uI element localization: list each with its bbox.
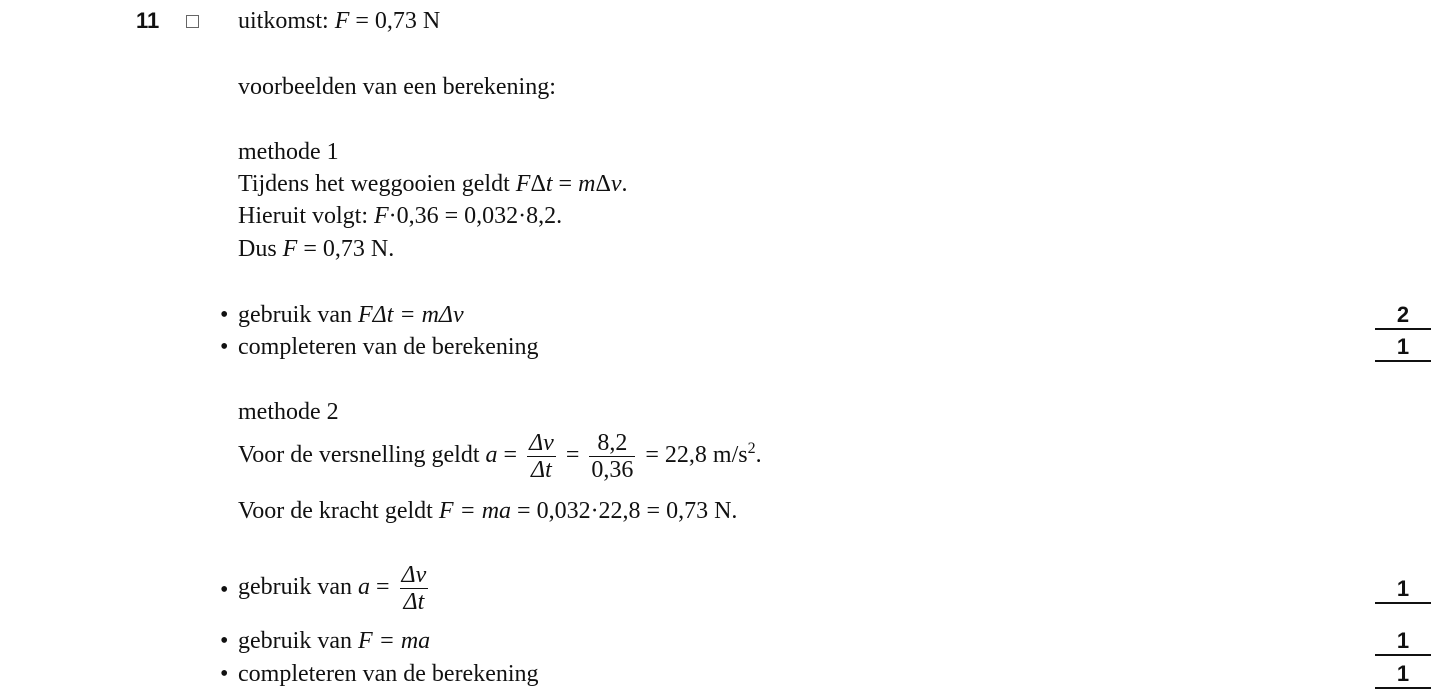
method2-line1 xyxy=(238,430,762,483)
method1-line3-var: F xyxy=(282,236,298,262)
criterion-m1-2: completeren van de berekening xyxy=(238,334,539,360)
method2-title: methode 2 xyxy=(238,399,339,425)
fraction-denominator: Δt xyxy=(403,589,425,615)
criterion-m2-1 xyxy=(238,562,432,615)
method1-line2-var: F xyxy=(373,203,389,229)
bullet: • xyxy=(220,628,229,654)
method2-line2 xyxy=(238,496,737,526)
criterion-label: gebruik van xyxy=(238,574,352,601)
score-m1-1: 2 xyxy=(1375,302,1431,330)
intro-text: voorbeelden van een berekening: xyxy=(238,74,556,100)
answer-label: uitkomst: xyxy=(238,8,329,34)
answer-variable: F xyxy=(334,8,350,34)
method2-line2-formula: F = ma xyxy=(438,498,512,524)
method1-line1-var-t: t xyxy=(545,171,553,197)
method1-line3-value: = 0,73 N. xyxy=(303,236,395,262)
criterion-m2-3: completeren van de berekening xyxy=(238,661,539,687)
fraction-numerator: Δv xyxy=(401,562,427,588)
method1-line1 xyxy=(238,169,628,199)
answer-line xyxy=(238,6,440,36)
method1-line1-delta: Δ xyxy=(530,171,546,197)
criterion-m1-1 xyxy=(238,300,464,330)
criterion-formula: F = ma xyxy=(357,628,431,654)
method1-line1-text: Tijdens het weggooien geldt xyxy=(238,171,510,197)
method1-line2-calc: ·0,36 = 0,032·8,2. xyxy=(388,203,563,229)
method2-line1-sup: 2 xyxy=(747,440,756,458)
method1-line1-var-f: F xyxy=(515,171,531,197)
method2-line1-eq: = xyxy=(503,442,518,469)
criterion-label: gebruik van xyxy=(238,302,352,328)
score-m2-2: 1 xyxy=(1375,628,1431,656)
method1-line3-text: Dus xyxy=(238,236,277,262)
method1-line2 xyxy=(238,201,562,231)
method2-line2-text: Voor de kracht geldt xyxy=(238,498,433,524)
fraction-denominator: 0,36 xyxy=(591,457,634,483)
method2-line1-end: . xyxy=(755,442,762,469)
fraction-denominator: Δt xyxy=(531,457,552,483)
bullet: • xyxy=(220,302,229,328)
criterion-var: a xyxy=(357,574,370,601)
score-m2-1: 1 xyxy=(1375,576,1431,604)
bullet: • xyxy=(220,577,229,603)
fraction-dv-dt xyxy=(527,430,556,483)
method1-line1-eq: = xyxy=(558,171,573,197)
method2-line1-eq2: = xyxy=(565,442,580,469)
criterion-m2-2 xyxy=(238,626,430,656)
checkbox-icon[interactable] xyxy=(186,15,199,28)
bullet: • xyxy=(220,334,229,360)
method1-line2-text: Hieruit volgt: xyxy=(238,203,368,229)
fraction-values xyxy=(589,430,635,483)
score-m2-3: 1 xyxy=(1375,661,1431,689)
method1-line3 xyxy=(238,234,394,264)
method1-title: methode 1 xyxy=(238,139,339,165)
criterion-label: gebruik van xyxy=(238,628,352,654)
method2-line2-calc: = 0,032·22,8 = 0,73 N. xyxy=(517,498,738,524)
score-m1-2: 1 xyxy=(1375,334,1431,362)
fraction-numerator: Δv xyxy=(529,430,554,456)
method2-line1-text: Voor de versnelling geldt xyxy=(238,442,480,469)
criterion-eq: = xyxy=(375,574,390,601)
method1-line1-var-v: v xyxy=(610,171,622,197)
question-number: 11 xyxy=(136,8,160,33)
bullet: • xyxy=(220,661,229,687)
method1-line1-period: . xyxy=(621,171,628,197)
answer-value: = 0,73 N xyxy=(355,8,441,34)
criterion-formula: FΔt = mΔv xyxy=(357,302,464,328)
method1-line1-delta2: Δ xyxy=(595,171,611,197)
method1-line1-var-m: m xyxy=(578,171,596,197)
method2-line1-var: a xyxy=(485,442,498,469)
fraction-dv-dt xyxy=(400,562,429,615)
method2-line1-result: = 22,8 m/s xyxy=(645,442,748,469)
fraction-numerator: 8,2 xyxy=(597,430,628,456)
